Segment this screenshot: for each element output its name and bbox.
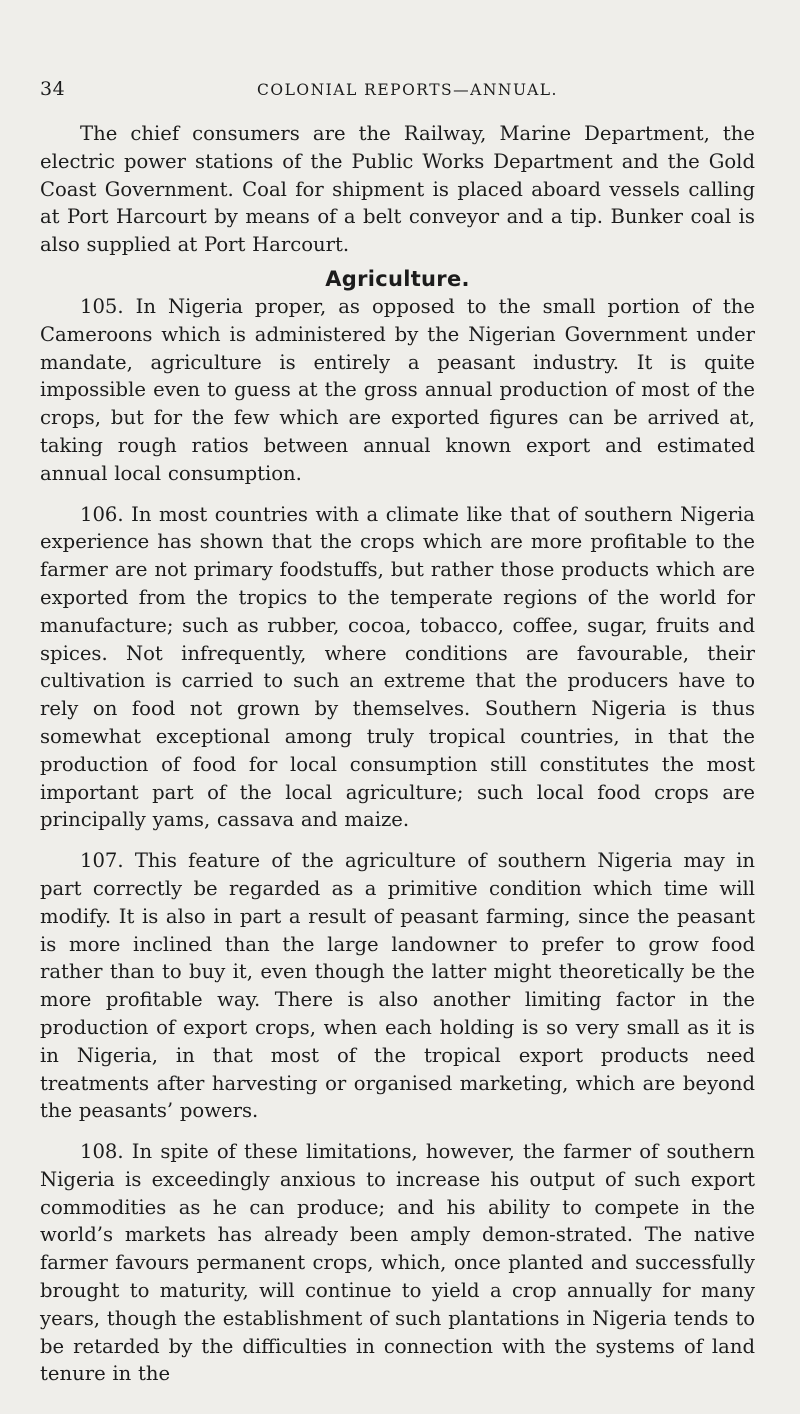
body-text [40,120,755,1388]
section-heading: Agriculture. [325,266,470,291]
paragraph-105: 105. In Nigeria proper, as opposed to the small portion of the Cameroons which is administered by the Nigerian Government under mandate, agriculture is entirely a peasant industry. It is quite impossible even to guess at the gross annual production of most of the crops, but for the few which are exported figures can be arrived at, taking rough ratios between annual known export and estimated annual local consumption. [40,294,755,485]
page-header [40,78,755,114]
paragraph-gap [40,488,755,501]
page-number: 34 [40,78,66,100]
paragraph-106: 106. In most countries with a climate like that of southern Nigeria experience has shown that the crops which are more profitable to the farmer are not primary foodstuffs, but rather those products which are exported from the tropics to the temperate regions of the world for manufacture; such as rubber, cocoa, tobacco, coffee, sugar, fruits and spices. Not infrequently, where conditions are favourable, their cultivation is carried to such an extreme that the producers have to rely on food not grown by themselves. Southern Nigeria is thus somewhat exceptional among truly tropical countries, in that the production of food for local consumption still constitutes the most important part of the local agriculture; such local food crops are principally yams, cassava and maize. [40,502,755,832]
paragraph-gap [40,834,755,847]
paragraph-gap [40,1125,755,1138]
running-head: COLONIAL REPORTS—ANNUAL. [257,81,558,99]
paragraph-107: 107. This feature of the agriculture of southern Nigeria may in part correctly be regarded as a primitive condition which time will modify. It is also in part a result of peasant farming, since the peasant is more inclined than the large landowner to prefer to grow food rather than to buy it, even though the latter might theoretically be the more profitable way. There is also another limiting factor in the production of export crops, when each holding is so very small as it is in Nigeria, in that most of the tropical export products need treatments after harvesting or organised marketing, which are beyond the peasants’ powers. [40,849,755,1123]
paragraph-108: 108. In spite of these limitations, however, the farmer of southern Nigeria is exceedingly anxious to increase his output of such export commodities as he can produce; and his ability to compete in the world’s markets has already been amply demon-strated. The native farmer favours permanent crops, which, once planted and successfully brought to maturity, will continue to yield a crop annually for many years, though the establishment of such plantations in Nigeria tends to be retarded by the difficulties in connection with the systems of land tenure in the [40,1140,755,1386]
intro-paragraph: The chief consumers are the Railway, Marine Department, the electric power stations of the Public Works Department and the Gold Coast Government. Coal for shipment is placed aboard vessels calling at Port Harcourt by means of a belt conveyor and a tip. Bunker coal is also supplied at Port Harcourt. [40,122,755,257]
